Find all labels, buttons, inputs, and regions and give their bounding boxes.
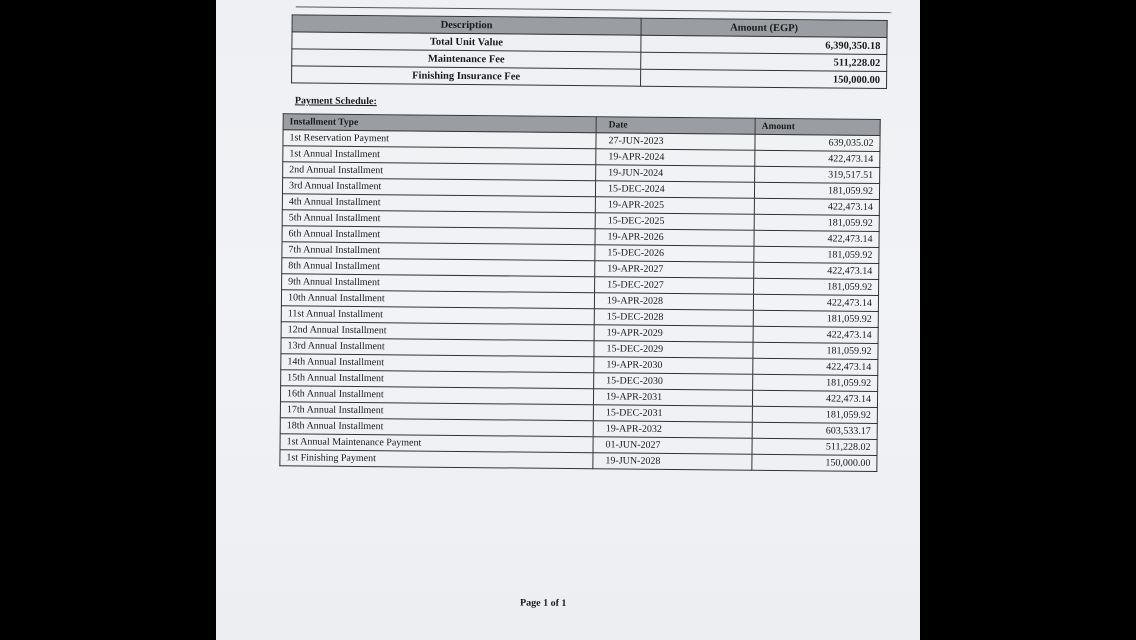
installment-type-cell: 2nd Annual Installment — [283, 162, 596, 181]
amount-cell: 639,035.02 — [755, 134, 880, 151]
amount-cell: 181,059.92 — [753, 310, 878, 327]
date-cell: 19-APR-2029 — [594, 325, 753, 343]
page-number: Page 1 of 1 — [519, 597, 567, 610]
installment-type-cell: 18th Annual Installment — [280, 418, 593, 437]
amount-cell: 181,059.92 — [754, 214, 879, 231]
installment-type-cell: 1st Finishing Payment — [280, 450, 593, 469]
date-cell: 19-JUN-2024 — [596, 165, 755, 183]
payment-schedule-title: Payment Schedule: — [294, 95, 377, 108]
summary-description: Maintenance Fee — [292, 49, 641, 69]
amount-cell: 422,473.14 — [752, 390, 877, 407]
date-cell: 19-APR-2032 — [593, 421, 752, 439]
installment-type-cell: 6th Annual Installment — [282, 226, 595, 245]
summary-description: Total Unit Value — [292, 32, 641, 52]
amount-cell: 603,533.17 — [752, 422, 877, 439]
installment-type-cell: 1st Annual Maintenance Payment — [280, 434, 593, 453]
date-cell: 15-DEC-2025 — [595, 213, 754, 231]
summary-amount: 150,000.00 — [641, 69, 887, 88]
installment-type-cell: 11st Annual Installment — [281, 306, 594, 325]
date-cell: 19-APR-2025 — [595, 197, 754, 215]
installment-type-cell: 1st Reservation Payment — [283, 130, 596, 149]
date-cell: 15-DEC-2028 — [594, 309, 753, 327]
installment-type-cell: 17th Annual Installment — [280, 402, 593, 421]
installment-type-cell: 10th Annual Installment — [281, 290, 594, 309]
date-cell: 19-APR-2026 — [595, 229, 754, 247]
installment-type-cell: 7th Annual Installment — [282, 242, 595, 261]
document-page — [216, 0, 920, 640]
installment-type-cell: 15th Annual Installment — [281, 370, 594, 389]
payment-schedule-table — [279, 113, 880, 472]
amount-cell: 181,059.92 — [753, 342, 878, 359]
date-cell: 15-DEC-2024 — [595, 181, 754, 199]
amount-cell: 181,059.92 — [753, 374, 878, 391]
date-cell: 19-JUN-2028 — [593, 453, 752, 471]
installment-type-cell: 4th Annual Installment — [282, 194, 595, 213]
summary-amount: 6,390,350.18 — [641, 35, 887, 54]
amount-cell: 150,000.00 — [752, 454, 877, 471]
installment-type-cell: 5th Annual Installment — [282, 210, 595, 229]
summary-amount: 511,228.02 — [641, 52, 887, 71]
page-content — [216, 0, 920, 640]
installment-type-cell: 8th Annual Installment — [282, 258, 595, 277]
installment-type-cell: 9th Annual Installment — [282, 274, 595, 293]
amount-cell: 422,473.14 — [753, 326, 878, 343]
date-cell: 15-DEC-2026 — [595, 245, 754, 263]
date-cell: 01-JUN-2027 — [593, 437, 752, 455]
summary-header-description: Description — [292, 15, 641, 35]
date-cell: 19-APR-2030 — [594, 357, 753, 375]
amount-cell: 181,059.92 — [754, 246, 879, 263]
schedule-header-amount: Amount — [755, 118, 880, 135]
amount-cell: 422,473.14 — [754, 262, 879, 279]
installment-type-cell: 16th Annual Installment — [280, 386, 593, 405]
amount-cell: 422,473.14 — [753, 358, 878, 375]
installment-type-cell: 14th Annual Installment — [281, 354, 594, 373]
date-cell: 15-DEC-2029 — [594, 341, 753, 359]
amount-cell: 511,228.02 — [752, 438, 877, 455]
schedule-header-type: Installment Type — [283, 114, 596, 133]
schedule-body — [280, 130, 880, 472]
amount-cell: 319,517.51 — [755, 166, 880, 183]
installment-type-cell: 1st Annual Installment — [283, 146, 596, 165]
date-cell: 19-APR-2027 — [595, 261, 754, 279]
date-cell: 19-APR-2031 — [593, 389, 752, 407]
installment-type-cell: 3rd Annual Installment — [282, 178, 595, 197]
summary-table — [291, 14, 888, 89]
amount-cell: 181,059.92 — [754, 182, 879, 199]
summary-description: Finishing Insurance Fee — [292, 66, 641, 86]
date-cell: 27-JUN-2023 — [596, 133, 755, 151]
amount-cell: 422,473.14 — [753, 294, 878, 311]
amount-cell: 422,473.14 — [754, 230, 879, 247]
date-cell: 15-DEC-2027 — [595, 277, 754, 295]
installment-type-cell: 12nd Annual Installment — [281, 322, 594, 341]
date-cell: 15-DEC-2030 — [594, 373, 753, 391]
top-rule — [296, 6, 892, 13]
amount-cell: 181,059.92 — [752, 406, 877, 423]
schedule-header-date: Date — [596, 117, 755, 135]
amount-cell: 422,473.14 — [754, 198, 879, 215]
amount-cell: 181,059.92 — [754, 278, 879, 295]
summary-header-amount: Amount (EGP) — [641, 18, 887, 37]
date-cell: 19-APR-2028 — [594, 293, 753, 311]
date-cell: 15-DEC-2031 — [593, 405, 752, 423]
amount-cell: 422,473.14 — [755, 150, 880, 167]
date-cell: 19-APR-2024 — [596, 149, 755, 167]
installment-type-cell: 13rd Annual Installment — [281, 338, 594, 357]
